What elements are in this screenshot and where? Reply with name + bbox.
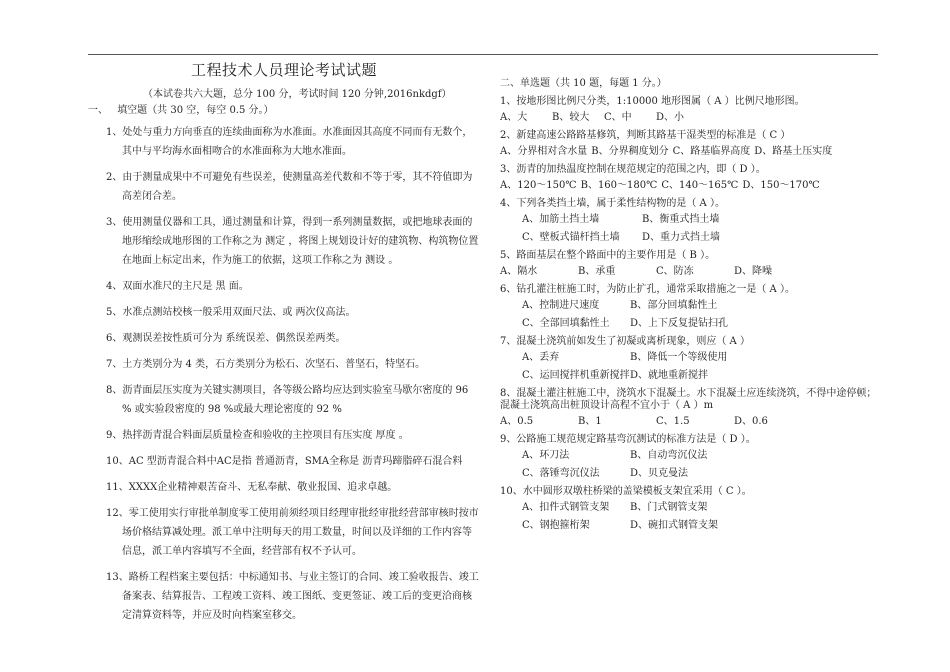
answer-option: C、钢抱箍桁架 — [522, 520, 590, 531]
option-row — [500, 214, 880, 226]
option-row — [500, 300, 880, 312]
fill-blank-item: 10、AC 型沥青混合料中AC是指 普通沥青，SMA全称是 沥青玛蹄脂碎石混合料 — [106, 456, 463, 467]
question-text: 3、沥青的加热温度控制在规范规定的范围之内，即（ D ）。 — [500, 164, 766, 175]
answer-option: D、上下反复提钻扫孔 — [630, 318, 729, 329]
answer-option: A、丢弃 — [522, 352, 560, 363]
option-row — [500, 146, 880, 158]
answer-option: B、1 — [578, 416, 602, 427]
option-row — [500, 352, 880, 364]
section2-heading: 二、单选题（共 10 题，每题 1 分。） — [500, 78, 667, 89]
answer-option: D、碗扣式钢管支架 — [630, 520, 719, 531]
section1-title: 填空题（共 30 空，每空 0.5 分。） — [117, 105, 274, 116]
option-row — [500, 520, 880, 532]
answer-option: C、壁板式锚杆挡土墙 — [522, 232, 620, 243]
answer-option: C、防冻 — [656, 266, 694, 277]
option-row — [500, 112, 880, 124]
answer-option: B、分界稠度划分 — [591, 146, 669, 157]
fill-blank-item: 5、水准点测站校核一般采用双面尺法、或 两次仪高法。 — [106, 307, 356, 318]
exam-note: （本试卷共六大题，总分 100 分，考试时间 120 分钟,2016nkdgf） — [143, 89, 452, 100]
left-column — [88, 60, 480, 632]
answer-option: B、较大 — [552, 112, 590, 123]
answer-option: D、路基土压实度 — [754, 146, 833, 157]
answer-option: D、150～170℃ — [742, 180, 820, 191]
fill-blank-item: 2、由于测量成果中不可避免有些误差，使测量高差代数和不等于零，其不符值即为高差闭合差。 — [106, 172, 473, 202]
answer-option: D、就地重新搅拌 — [630, 370, 709, 381]
option-row — [500, 318, 880, 330]
answer-option: A、120～150℃ — [500, 180, 577, 191]
question-text: 1、按地形图比例尺分类，1:10000 地形图属（ A ）比例尺地形图。 — [500, 96, 805, 107]
answer-option: D、降噪 — [734, 266, 773, 277]
option-row — [500, 468, 880, 480]
answer-option: D、贝克曼法 — [630, 468, 689, 479]
answer-option: C、中 — [604, 112, 632, 123]
answer-option: A、加筋土挡土墙 — [522, 214, 600, 225]
fill-blank-item: 7、土方类别分为 4 类，石方类别分为松石、次坚石、普坚石，特坚石。 — [106, 359, 426, 370]
answer-option: C、运回搅拌机重新搅拌 — [522, 370, 630, 381]
answer-option: C、路基临界高度 — [672, 146, 751, 157]
question-text: 9、公路施工规范规定路基弯沉测试的标准方法是（ D ）。 — [500, 434, 756, 445]
answer-option: B、降低一个等级使用 — [630, 352, 728, 363]
exam-title: 工程技术人员理论考试试题 — [190, 61, 377, 79]
fill-blank-item: 3、使用测量仪器和工具，通过测量和计算，得到一系列测量数据，或把地球表面的地形缩绘成地形图的工作称之为 测定 ，将图上规划设计好的建筑物、构筑物位置在地面上标定出来，作为施工的依据，这项工作称之为 测设 。 — [106, 217, 479, 266]
fill-blank-item: 9、热拌沥青混合料面层质量检查和验收的主控项目有压实度 厚度 。 — [106, 430, 409, 441]
question-text: 8、混凝土灌注桩施工中，浇筑水下混凝土。水下混凝土应连续浇筑，不得中途停顿；混凝土浇筑高出桩顶设计高程不宜小于（ A ）m — [500, 388, 877, 411]
answer-option: B、160～180℃ — [580, 180, 658, 191]
answer-option: A、隔水 — [500, 266, 538, 277]
fill-blank-item: 11、XXXX企业精神艰苦奋斗、无私奉献、敬业报国、追求卓越。 — [106, 482, 398, 493]
answer-option: A、环刀法 — [522, 450, 570, 461]
fill-blank-item: 4、双面水准尺的主尺是 黑 面。 — [106, 281, 249, 292]
answer-option: A、分界相对含水量 — [500, 146, 588, 157]
answer-option: D、0.6 — [734, 416, 768, 427]
answer-option: B、自动弯沉仪法 — [630, 450, 708, 461]
answer-option: C、1.5 — [656, 416, 690, 427]
fill-blank-item: 6、观测误差按性质可分为 系统误差、偶然误差两类。 — [106, 333, 346, 344]
fill-blank-item: 8、沥青面层压实度为关键实测项目，各等级公路均应达到实验室马歇尔密度的 96 % 或实验段密度的 98 %或最大理论密度的 92 % — [106, 385, 469, 415]
answer-option: C、140～165℃ — [661, 180, 739, 191]
answer-option: B、承重 — [578, 266, 616, 277]
question-text: 2、新建高速公路路基修筑，判断其路基干湿类型的标准是（ C ） — [500, 130, 791, 141]
section1-heading — [88, 105, 480, 117]
right-column — [500, 78, 880, 538]
option-row — [500, 450, 880, 462]
answer-option: C、落锤弯沉仪法 — [522, 468, 600, 479]
section1-number: 一、 — [88, 105, 108, 116]
single-choice-list — [500, 96, 880, 532]
answer-option: A、控制进尺速度 — [522, 300, 600, 311]
question-text: 10、水中圆形双墩柱桥梁的盖梁模板支架宜采用（ C ）。 — [500, 486, 752, 497]
question-text: 4、下列各类挡土墙，属于柔性结构物的是（ A ）。 — [500, 198, 725, 209]
option-row — [500, 232, 880, 244]
answer-option: A、大 — [500, 112, 528, 123]
fill-blank-item: 12、零工使用实行审批单制度零工使用前须经项目经理审批经审批经营部审核时按市场价格结算减处理。派工单中注明每天的用工数量，时间以及详细的工作内容等信息，派工单内容填写不全面，经营部有权不予认可。 — [106, 508, 479, 557]
option-row — [500, 266, 880, 278]
question-text: 6、钻孔灌注桩施工时，为防止扩孔，通常采取措施之一是（ A ）。 — [500, 284, 795, 295]
answer-option: C、全部回填黏性土 — [522, 318, 610, 329]
option-row — [500, 180, 880, 192]
answer-option: D、小 — [656, 112, 685, 123]
answer-option: A、扣件式钢管支架 — [522, 502, 610, 513]
fill-blank-list — [88, 123, 480, 625]
fill-blank-item: 13、路桥工程档案主要包括：中标通知书、与业主签订的合同、竣工验收报告、竣工备案表、结算报告、工程竣工资料、竣工图纸、变更签证、竣工后的变更洽商核定清算资料等，并应及时向档案室移交。 — [106, 572, 479, 621]
answer-option: B、衡重式挡土墙 — [642, 214, 720, 225]
answer-option: B、部分回填黏性土 — [630, 300, 718, 311]
option-row — [500, 502, 880, 514]
question-text: 5、路面基层在整个路面中的主要作用是（ B ）。 — [500, 250, 716, 261]
answer-option: D、重力式挡土墙 — [642, 232, 721, 243]
fill-blank-item: 1、处处与重力方向垂直的连续曲面称为水准面。水准面因其高度不同而有无数个，其中与平均海水面相吻合的水准面称为大地水准面。 — [106, 127, 473, 157]
header-rule — [88, 54, 878, 55]
answer-option: A、0.5 — [500, 416, 534, 427]
answer-option: B、门式钢管支架 — [630, 502, 708, 513]
option-row — [500, 416, 880, 428]
option-row — [500, 370, 880, 382]
question-text: 7、混凝土浇筑前如发生了初凝或离析现象，则应（ A ） — [500, 336, 750, 347]
